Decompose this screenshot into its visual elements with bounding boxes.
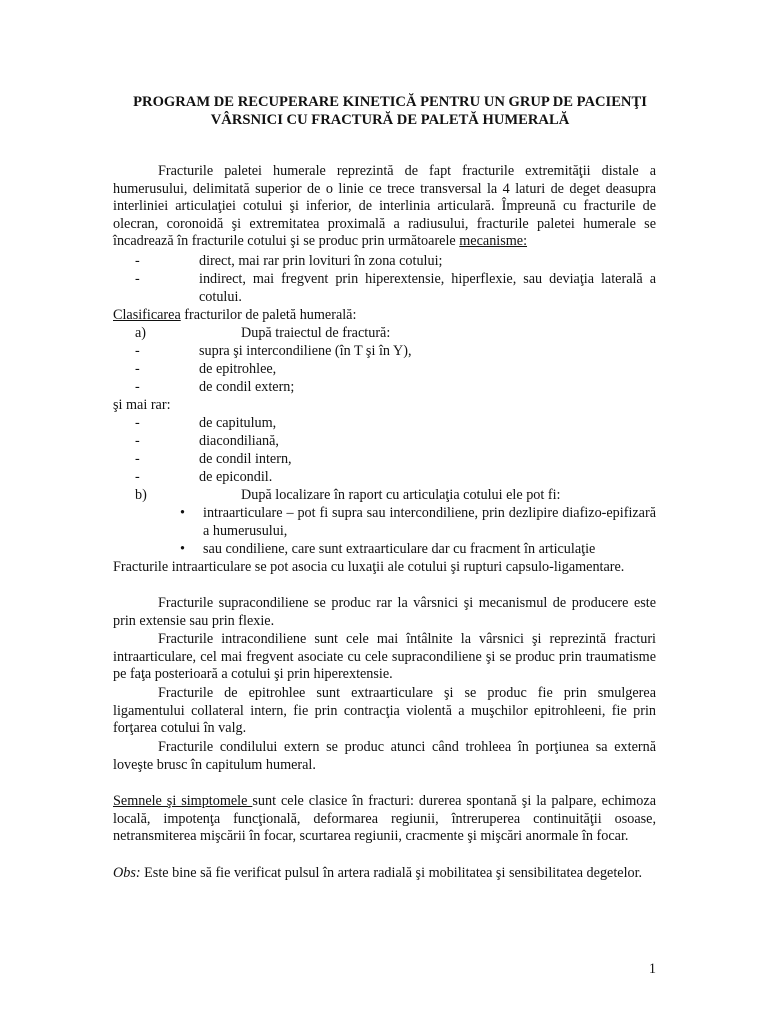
signs-text: sunt cele clasice în fracturi: durerea spontană şi la palpare, echimoza locală, impotenţa funcţională, deformarea regiunii, întreruperea continuităţii osoase, netransmiterea mişcării în focar, scurtarea regiunii, cracmente şi mişcări anormale în focar.: [113, 793, 656, 845]
rare-item-3: de condil intern,: [199, 451, 292, 467]
a-item-1: supra şi intercondiliene (în T şi în Y),: [199, 343, 412, 359]
a-dash-1: -: [135, 343, 140, 359]
classification-a-label: a): [135, 325, 147, 341]
obs-text: Este bine să fie verificat pulsul în artera radială şi mobilitatea şi sensibilitatea degetelor.: [140, 865, 643, 881]
rare-dash-1: -: [135, 415, 140, 431]
title-line-1: PROGRAM DE RECUPERARE KINETICĂ PENTRU UN GRUP DE PACIENŢI: [133, 94, 647, 110]
b-item-2: sau condiliene, care sunt extraarticulare dar cu fracment în articulaţie: [203, 541, 596, 557]
b-item-1: intraarticulare – pot fi supra sau intercondiliene, prin dezlipire diafizo-epifizară a humerusului,: [203, 505, 656, 539]
rare-item-1: de capitulum,: [199, 415, 277, 431]
paragraph-intracondylar: Fracturile intracondiliene sunt cele mai întâlnite la vârsnici şi reprezintă fracturi intraarticulare, cel mai fregvent asociate cu cele supracondiliene şi se produc prin traumatisme pe faţa posterioară a cotului şi prin hiperextensie.: [113, 631, 656, 683]
obs-label: Obs:: [113, 865, 141, 881]
b-bullet-1: •: [180, 505, 185, 521]
classification-underlined: Clasificarea: [113, 307, 181, 323]
paragraph-external-condyle: Fracturile condilului extern se produc atunci când trohleea în porţiunea sa externă loveşte brusc în capitulum humeral.: [113, 739, 656, 773]
classification-b-label: b): [135, 487, 147, 503]
intro-paragraph: [113, 163, 656, 251]
a-dash-3: -: [135, 379, 140, 395]
signs-paragraph: [113, 793, 656, 846]
classification-b-text: După localizare în raport cu articulaţia cotului ele pot fi:: [241, 487, 561, 503]
b-bullet-2: •: [180, 541, 185, 557]
a-dash-2: -: [135, 361, 140, 377]
signs-underlined: Semnele şi simptomele: [113, 793, 253, 809]
mechanism-item-1: direct, mai rar prin lovituri în zona cotului;: [199, 253, 443, 269]
mechanism-dash-2: -: [135, 271, 140, 287]
paragraph-supracondylar: Fracturile supracondiliene se produc rar la vârsnici şi mecanismul de producere este prin extensie sau prin flexie.: [113, 595, 656, 629]
mechanism-item-2: indirect, mai fregvent prin hiperextensie, hiperflexie, sau deviaţia laterală a cotului.: [199, 271, 656, 305]
a-item-2: de epitrohlee,: [199, 361, 277, 377]
document-title: [100, 93, 680, 129]
page-number: 1: [648, 961, 656, 977]
rare-item-2: diacondiliană,: [199, 433, 279, 449]
classification-rest: fracturilor de paletă humerală:: [180, 307, 357, 323]
mechanism-dash-1: -: [135, 253, 140, 269]
paragraph-intraarticular: Fracturile intraarticulare se pot asocia cu luxaţii ale cotului şi rupturi capsulo-ligamentare.: [113, 559, 625, 575]
rare-item-4: de epicondil.: [199, 469, 273, 485]
rare-dash-2: -: [135, 433, 140, 449]
obs-paragraph: [113, 865, 656, 883]
a-item-3: de condil extern;: [199, 379, 295, 395]
title-line-2: VÂRSNICI CU FRACTURĂ DE PALETĂ HUMERALĂ: [210, 112, 570, 128]
paragraph-epitrochlea: Fracturile de epitrohlee sunt extraarticulare şi se produc fie prin smulgerea ligamentului collateral intern, fie prin contracţia violentă a muşchilor epitrohleeni, fie prin forţarea cotului în valg.: [113, 685, 656, 737]
intro-keyword: mecanisme:: [459, 233, 528, 250]
classification-heading: [113, 307, 656, 325]
rare-dash-4: -: [135, 469, 140, 485]
classification-a-text: După traiectul de fractură:: [241, 325, 391, 341]
rare-dash-3: -: [135, 451, 140, 467]
rarely-label: şi mai rar:: [113, 397, 171, 413]
intro-text: Fracturile paletei humerale reprezintă de fapt fracturile extremităţii distale a humerusului, delimitată superior de o linie ce trece transversal la 4 laturi de deget deasupra interliniei articulaţiei cotului şi inferior, de interlinia articulară. Împreună cu fracturile de olecran, coronoidă şi extremitatea proximală a radiusului, fracturile paletei humerale se încadrează în fracturile cotului şi se produc prin următoarele: [113, 163, 656, 250]
